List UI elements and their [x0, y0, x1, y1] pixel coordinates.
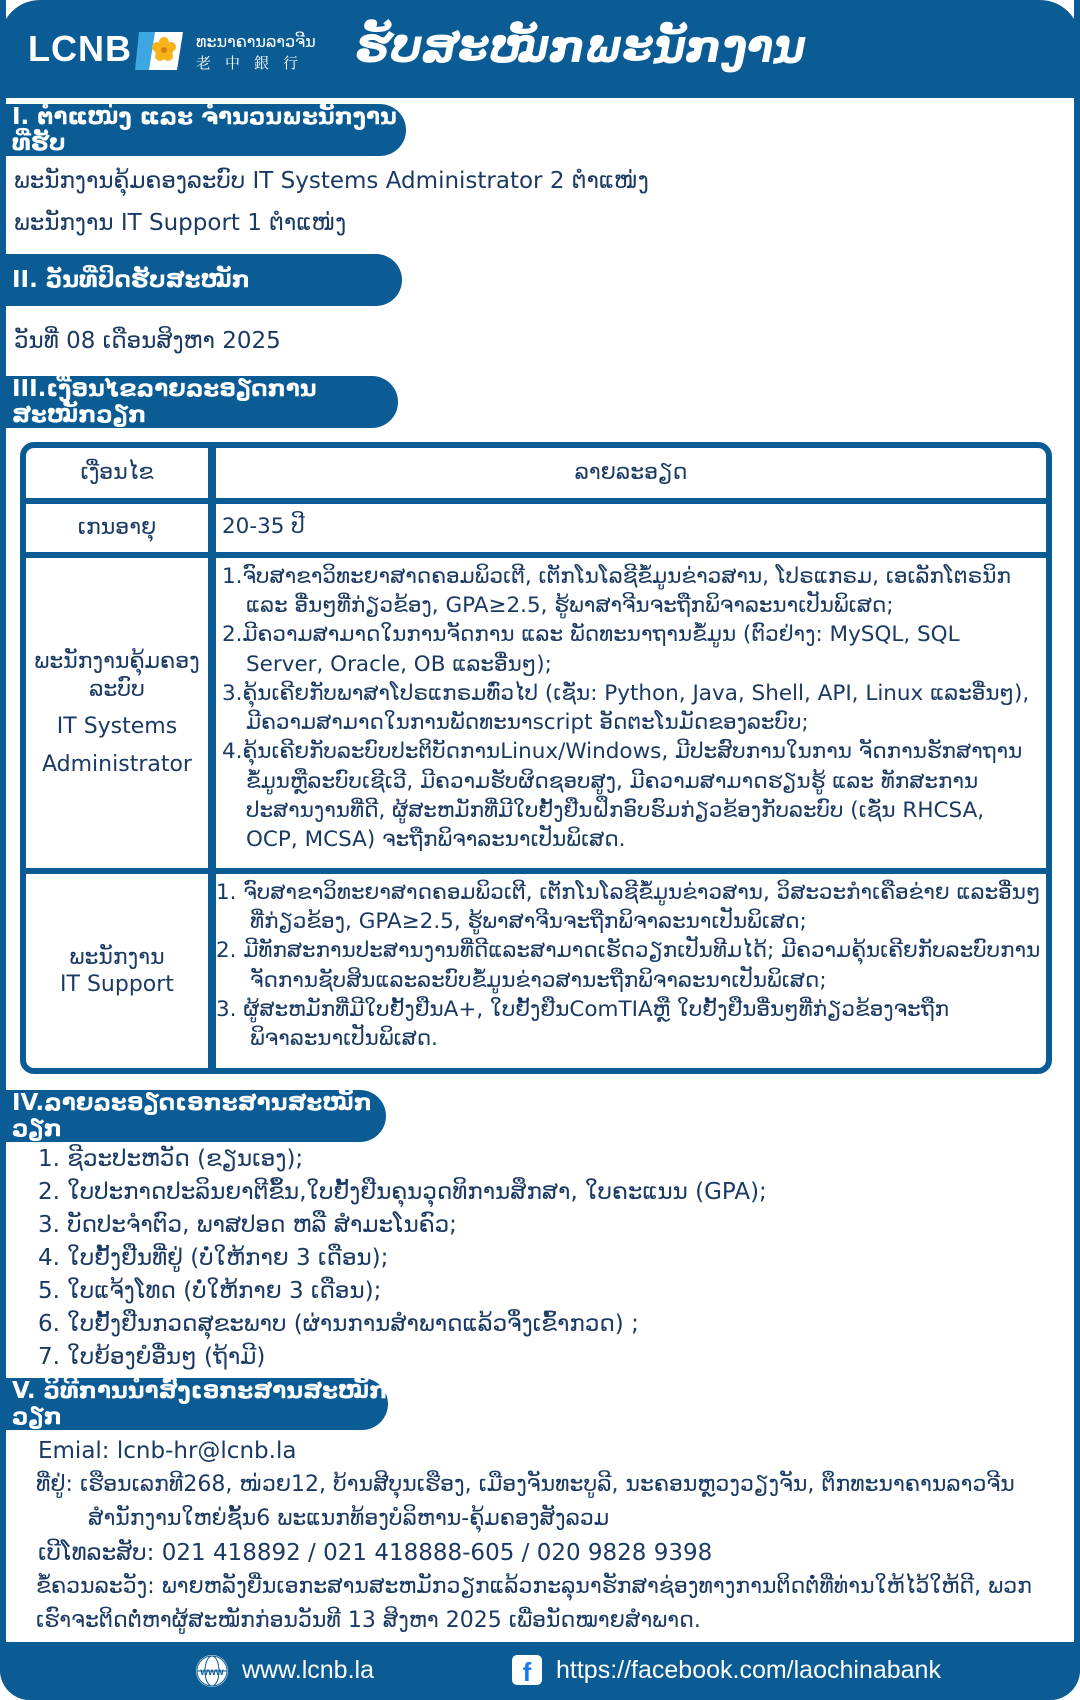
table-divider-vertical — [208, 448, 216, 1068]
lcnb-logo-icon — [133, 28, 185, 74]
closing-date: ວັນທີ່ 08 ເດືອນສິງຫາ 2025 — [14, 328, 281, 354]
admin-requirement: 3.ຄຸ້ນເຄີຍກັບພາສາໂປຣແກຣມທົ່ວໄປ (ເຊັ່ນ: Python, Java, Shell, API, Linux ແລະອື່ນໆ), ມີຄວາມສາມາດໃນການພັດທະນາscript ອັດຕະໂນມັດຂອງລະບົບ; — [222, 680, 1030, 736]
age-value: 20-35 ປີ — [222, 514, 305, 539]
document-item: 7. ໃບຍ້ອງຍໍອື່ນໆ (ຖ້າມີ) — [38, 1344, 266, 1370]
phone-line: ເບີໂທລະສັບ: 021 418892 / 021 418888-605 / 020 9828 9398 — [38, 1540, 713, 1566]
position-line-2: ພະນັກງານ IT Support 1 ຕໍາແໜ່ງ — [14, 210, 347, 236]
facebook-icon[interactable]: f — [512, 1655, 542, 1685]
note-line-2: ເຮົາຈະຕິດຕໍ່ຫາຜູ້ສະໝັກກ່ອນວັນທີ 13 ສິງຫາ 2025 ເພື່ອນັດໝາຍສໍາພາດ. — [36, 1608, 701, 1633]
globe-icon — [196, 1655, 228, 1687]
admin-requirement: 1.ຈົບສາຂາວິທະຍາສາດຄອມພິວເຕີ, ເຕັກໂນໂລຊີຂໍ້ມູນຂ່າວສານ, ໂປຣແກຣມ, ເອເລັກໂຕຣນິກ ແລະ ອື່ນໆທີ່ກ່ຽວຂ້ອງ, GPA≥2.5, ຮູ້ພາສາຈີນຈະຖືກພິຈາລະນາເປັນພິເສດ; — [222, 564, 1011, 619]
email-line: Emial: lcnb-hr@lcnb.la — [38, 1438, 297, 1464]
support-requirements — [216, 878, 1042, 1053]
admin-requirements — [222, 562, 1040, 854]
admin-label-line: ລະບົບ — [89, 676, 145, 702]
support-label — [26, 874, 208, 1068]
document-item: 1. ຊີວະປະຫວັດ (ຂຽນເອງ); — [38, 1146, 304, 1172]
admin-requirement: 4.ຄຸ້ນເຄີຍກັບລະບົບປະຕິບັດການLinux/Windows, ມີປະສົບການໃນການ ຈັດການຮັກສາຖານຂໍ້ມູນຫຼືລະບົບເຊີເວີ, ມີຄວາມຮັບຜິດຊອບສູງ, ມີຄວາມສາມາດຮຽນຮູ້ ແລະ ທັກສະການປະສານງານທີ່ດີ, ຜູ້ສະຫມັກທີ່ມີໃບຢັ້ງຢືນຝຶກອົບຮົມກ່ຽວຂ້ອງກັບລະບົບ (ເຊັ່ນ RHCSA, OCP, MCSA) ຈະຖືກພິຈາລະນາເປັນພິເສດ. — [222, 739, 1023, 853]
logo-lao-name: ທະນາຄານລາວຈີນ — [196, 32, 316, 51]
section-3-title: III.ເງື່ອນໄຂລາຍລະອຽດການສະໝັກວຽກ — [0, 376, 398, 428]
support-requirement: 3. ຜູ້ສະຫມັກທີ່ມີໃບຢັ້ງຢືນA+, ໃບຢັ້ງຢືນComTIAຫຼື ໃບຢັ້ງຢືນອື່ນໆທີ່ກ່ຽວຂ້ອງຈະຖືກພິຈາລະນາເປັນພິເສດ. — [216, 996, 950, 1052]
website-link[interactable]: www.lcnb.la — [242, 1656, 374, 1684]
logo-chinese-name: 老中銀行 — [196, 54, 313, 72]
section-1-title: I. ຕໍາແໜ່ງ ແລະ ຈໍານວນພະນັກງານທີ່ຮັບ — [0, 104, 406, 156]
support-label-line: IT Support — [60, 972, 174, 997]
position-line-1: ພະນັກງານຄຸ້ມຄອງລະບົບ IT Systems Administrator 2 ຕໍາແໜ່ງ — [14, 168, 649, 194]
document-item: 5. ໃບແຈ້ງໂທດ (ບໍ່ໃຫ້ກາຍ 3 ເດືອນ); — [38, 1278, 382, 1304]
note-line-1: ຂໍ້ຄວນລະວັງ: ພາຍຫລັງຍື່ນເອກະສານສະຫມັກວຽກແລ້ວກະລຸນາຮັກສາຊ່ອງທາງການຕິດຕໍ່ທີ່ທ່ານໃຫ້ໄວ້ໃຫ້ດີ, ພວກ — [36, 1574, 1032, 1599]
page-title: ຮັບສະໝັກພະນັກງານ — [356, 22, 806, 73]
admin-label — [26, 558, 208, 868]
section-5-title: V. ວິທີການນໍາສົ່ງເອກະສານສະໝັກວຽກ — [0, 1378, 388, 1430]
address-line-1: ທີ່ຢູ່: ເຮືອນເລກທີ268, ໜ່ວຍ12, ບ້ານສີບຸນເຮືອງ, ເມືອງຈັນທະບູລີ, ນະຄອນຫຼວງວຽງຈັນ, ຕຶກທະນາຄານລາວຈີນ — [36, 1472, 1015, 1497]
table-header-details: ລາຍລະອຽດ — [574, 460, 688, 486]
document-item: 3. ບັດປະຈໍາຕົວ, ພາສປອດ ຫລື ສໍາມະໂນຄົວ; — [38, 1212, 457, 1238]
facebook-link[interactable]: https://facebook.com/laochinabank — [556, 1656, 941, 1684]
section-4-title: IV.ລາຍລະອຽດເອກະສານສະໝັກວຽກ — [0, 1090, 386, 1142]
admin-label-line: Administrator — [42, 751, 192, 777]
support-label-line: ພະນັກງານ — [69, 944, 165, 970]
document-item: 2. ໃບປະກາດປະລິນຍາຕີຂຶ້ນ,ໃບຢັ້ງຢືນຄຸນວຸດທິການສຶກສາ, ໃບຄະແນນ (GPA); — [38, 1179, 767, 1205]
document-item: 4. ໃບຢັ້ງຢືນທີ່ຢູ່ (ບໍ່ໃຫ້ກາຍ 3 ເດືອນ); — [38, 1245, 389, 1271]
section-2-title: II. ວັນທີ່ປິດຮັບສະໝັກ — [0, 254, 402, 306]
admin-requirement: 2.ມີຄວາມສາມາດໃນການຈັດການ ແລະ ພັດທະນາຖານຂໍ້ມູນ (ຕົວຢ່າງ: MySQL, SQL Server, Oracle, OB ແລະອື່ນໆ); — [222, 622, 960, 677]
address-line-2: ສໍານັກງານໃຫຍ່ຊັ້ນ6 ພະແນກທ້ອງບໍລິຫານ-ຄຸ້ມຄອງສັງລວມ — [88, 1506, 610, 1531]
support-requirement: 2. ມີທັກສະການປະສານງານທີ່ດີແລະສາມາດເຮັດວຽກເປັນທີມໄດ້; ມີຄວາມຄຸ້ນເຄີຍກັບລະບົບການຈັດການຊັບສິນແລະລະບົບຂໍ້ມູນຂ່າວສານະຖືກພິຈາລະນາເປັນພິເສດ; — [216, 938, 1041, 993]
admin-label-line: ພະນັກງານຄຸ້ມຄອງ — [34, 649, 200, 674]
support-requirement: 1. ຈົບສາຂາວິທະຍາສາດຄອມພິວເຕີ, ເຕັກໂນໂລຊີຂໍ້ມູນຂ່າວສານ, ວິສະວະກໍາເຄືອຂ່າຍ ແລະອື່ນໆທີ່ກ່ຽວຂ້ອງ, GPA≥2.5, ຮູ້ພາສາຈີນຈະຖືກພິຈາລະນາເປັນພິເສດ; — [216, 880, 1041, 935]
admin-label-line: IT Systems — [56, 714, 178, 739]
requirements-table — [20, 442, 1052, 1074]
document-item: 6. ໃບຢັ້ງຢືນກວດສຸຂະພາບ (ຜ່ານການສໍາພາດແລ້ວຈຶ່ງເຂົ້າກວດ) ; — [38, 1311, 639, 1337]
age-label: ເກນອາຍຸ — [77, 515, 157, 541]
logo-text: LCNB — [28, 28, 132, 69]
globe-icon-label: www — [200, 1667, 224, 1678]
table-header-condition: ເງື່ອນໄຂ — [80, 460, 154, 486]
